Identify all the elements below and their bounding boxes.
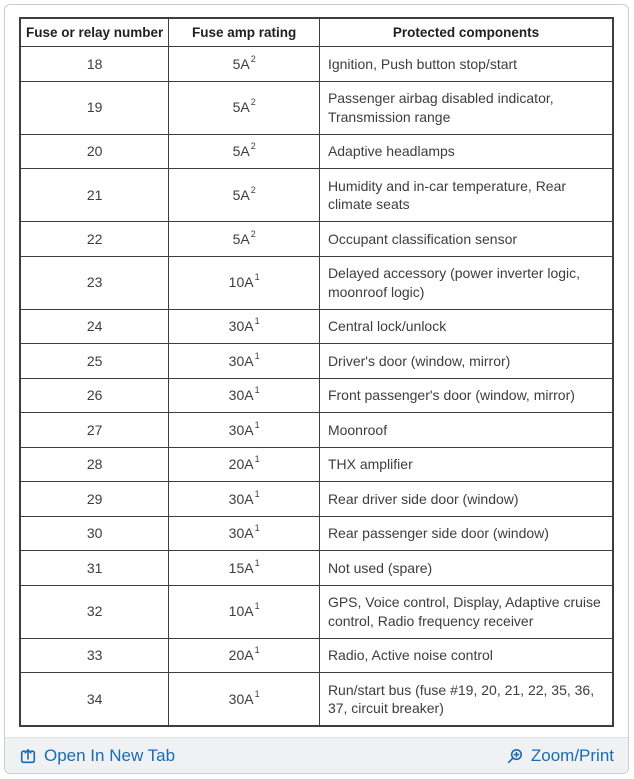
amp-rating-cell: $5A^2$ bbox=[169, 134, 320, 169]
zoom-plus-icon bbox=[506, 747, 524, 765]
open-in-new-tab-label: Open In New Tab bbox=[44, 745, 176, 765]
protected-components-cell: Moonroof bbox=[319, 413, 613, 448]
footnote-superscript: 1 bbox=[254, 454, 260, 464]
protected-components-cell: Run/start bus (fuse #19, 20, 21, 22, 35, 36, 37, circuit breaker) bbox=[319, 673, 613, 727]
footnote-superscript: 1 bbox=[254, 272, 260, 283]
table-row bbox=[20, 309, 613, 344]
footnote-superscript: 1 bbox=[254, 350, 260, 361]
fuse-number-cell: 30 bbox=[20, 516, 169, 551]
table-row bbox=[20, 673, 613, 727]
table-row bbox=[20, 378, 613, 413]
protected-components-cell: THX amplifier bbox=[319, 447, 613, 482]
fuse-number-cell: 32 bbox=[20, 585, 169, 638]
amp-rating-cell: $30A^1$ bbox=[169, 673, 320, 727]
footnote-superscript: 2 bbox=[250, 53, 256, 64]
protected-components-cell: Front passenger's door (window, mirror) bbox=[319, 378, 613, 413]
amp-rating-cell: $10A^1$ bbox=[169, 256, 320, 309]
fuse-number-cell: 33 bbox=[20, 638, 169, 673]
col-header-protected-components: Protected components bbox=[319, 18, 613, 47]
fuse-number-cell: 24 bbox=[20, 309, 169, 344]
table-row bbox=[20, 638, 613, 673]
amp-rating-cell: $5A^2$ bbox=[169, 169, 320, 222]
amp-rating-cell: $5A^2$ bbox=[169, 81, 320, 134]
amp-rating-cell: $30A^1$ bbox=[169, 378, 320, 413]
protected-components-cell: Occupant classification sensor bbox=[319, 222, 613, 257]
footnote-superscript: 2 bbox=[250, 141, 256, 151]
table-row bbox=[20, 256, 613, 309]
fuse-number-cell: 25 bbox=[20, 344, 169, 379]
table-row bbox=[20, 169, 613, 222]
amp-rating-cell: $20A^1$ bbox=[169, 447, 320, 482]
footnote-superscript: 1 bbox=[254, 645, 260, 655]
fuse-table bbox=[19, 17, 614, 727]
table-header-row bbox=[20, 18, 613, 47]
open-in-new-tab-icon bbox=[19, 747, 37, 765]
protected-components-cell: GPS, Voice control, Display, Adaptive cruise control, Radio frequency receiver bbox=[319, 585, 613, 638]
protected-components-cell: Not used (spare) bbox=[319, 551, 613, 586]
amp-rating-cell: $5A^2$ bbox=[169, 47, 320, 82]
footnote-superscript: 1 bbox=[254, 557, 260, 568]
table-row bbox=[20, 585, 613, 638]
footnote-superscript: 2 bbox=[250, 97, 256, 108]
amp-rating-cell: $30A^1$ bbox=[169, 344, 320, 379]
table-container bbox=[5, 5, 628, 737]
protected-components-cell: Ignition, Push button stop/start bbox=[319, 47, 613, 82]
table-row bbox=[20, 413, 613, 448]
table-row bbox=[20, 447, 613, 482]
protected-components-cell: Driver's door (window, mirror) bbox=[319, 344, 613, 379]
amp-rating-cell: $30A^1$ bbox=[169, 413, 320, 448]
protected-components-cell: Rear driver side door (window) bbox=[319, 482, 613, 517]
amp-rating-cell: $15A^1$ bbox=[169, 551, 320, 586]
fuse-number-cell: 22 bbox=[20, 222, 169, 257]
table-row bbox=[20, 47, 613, 82]
amp-rating-cell: $30A^1$ bbox=[169, 516, 320, 551]
footnote-superscript: 1 bbox=[254, 385, 260, 395]
table-row bbox=[20, 134, 613, 169]
footnote-superscript: 1 bbox=[254, 488, 260, 499]
fuse-number-cell: 23 bbox=[20, 256, 169, 309]
footnote-superscript: 1 bbox=[254, 688, 260, 699]
footnote-superscript: 2 bbox=[250, 228, 256, 239]
protected-components-cell: Humidity and in-car temperature, Rear climate seats bbox=[319, 169, 613, 222]
amp-rating-cell: $30A^1$ bbox=[169, 482, 320, 517]
amp-rating-cell: $10A^1$ bbox=[169, 585, 320, 638]
zoom-print-link[interactable] bbox=[506, 746, 614, 766]
viewer-footer bbox=[5, 737, 628, 773]
fuse-number-cell: 29 bbox=[20, 482, 169, 517]
fuse-table-viewer-card bbox=[4, 4, 629, 774]
amp-rating-cell: $5A^2$ bbox=[169, 222, 320, 257]
table-row bbox=[20, 222, 613, 257]
protected-components-cell: Radio, Active noise control bbox=[319, 638, 613, 673]
col-header-fuse-number: Fuse or relay number bbox=[20, 18, 169, 47]
footnote-superscript: 1 bbox=[254, 316, 260, 326]
table-row bbox=[20, 344, 613, 379]
fuse-number-cell: 26 bbox=[20, 378, 169, 413]
footnote-superscript: 1 bbox=[254, 601, 260, 612]
protected-components-cell: Rear passenger side door (window) bbox=[319, 516, 613, 551]
zoom-print-label: Zoom/Print bbox=[530, 745, 614, 765]
footnote-superscript: 1 bbox=[254, 419, 260, 430]
footnote-superscript: 1 bbox=[254, 523, 260, 533]
fuse-number-cell: 21 bbox=[20, 169, 169, 222]
table-row bbox=[20, 551, 613, 586]
open-in-new-tab-link[interactable] bbox=[19, 746, 175, 766]
fuse-number-cell: 19 bbox=[20, 81, 169, 134]
amp-rating-cell: $20A^1$ bbox=[169, 638, 320, 673]
table-row bbox=[20, 81, 613, 134]
table-row bbox=[20, 516, 613, 551]
protected-components-cell: Passenger airbag disabled indicator, Transmission range bbox=[319, 81, 613, 134]
fuse-number-cell: 27 bbox=[20, 413, 169, 448]
fuse-number-cell: 18 bbox=[20, 47, 169, 82]
protected-components-cell: Adaptive headlamps bbox=[319, 134, 613, 169]
protected-components-cell: Central lock/unlock bbox=[319, 309, 613, 344]
fuse-number-cell: 28 bbox=[20, 447, 169, 482]
fuse-number-cell: 31 bbox=[20, 551, 169, 586]
fuse-number-cell: 20 bbox=[20, 134, 169, 169]
footnote-superscript: 2 bbox=[250, 184, 256, 195]
table-row bbox=[20, 482, 613, 517]
amp-rating-cell: $30A^1$ bbox=[169, 309, 320, 344]
fuse-number-cell: 34 bbox=[20, 673, 169, 727]
col-header-amp-rating: Fuse amp rating bbox=[169, 18, 320, 47]
protected-components-cell: Delayed accessory (power inverter logic, moonroof logic) bbox=[319, 256, 613, 309]
